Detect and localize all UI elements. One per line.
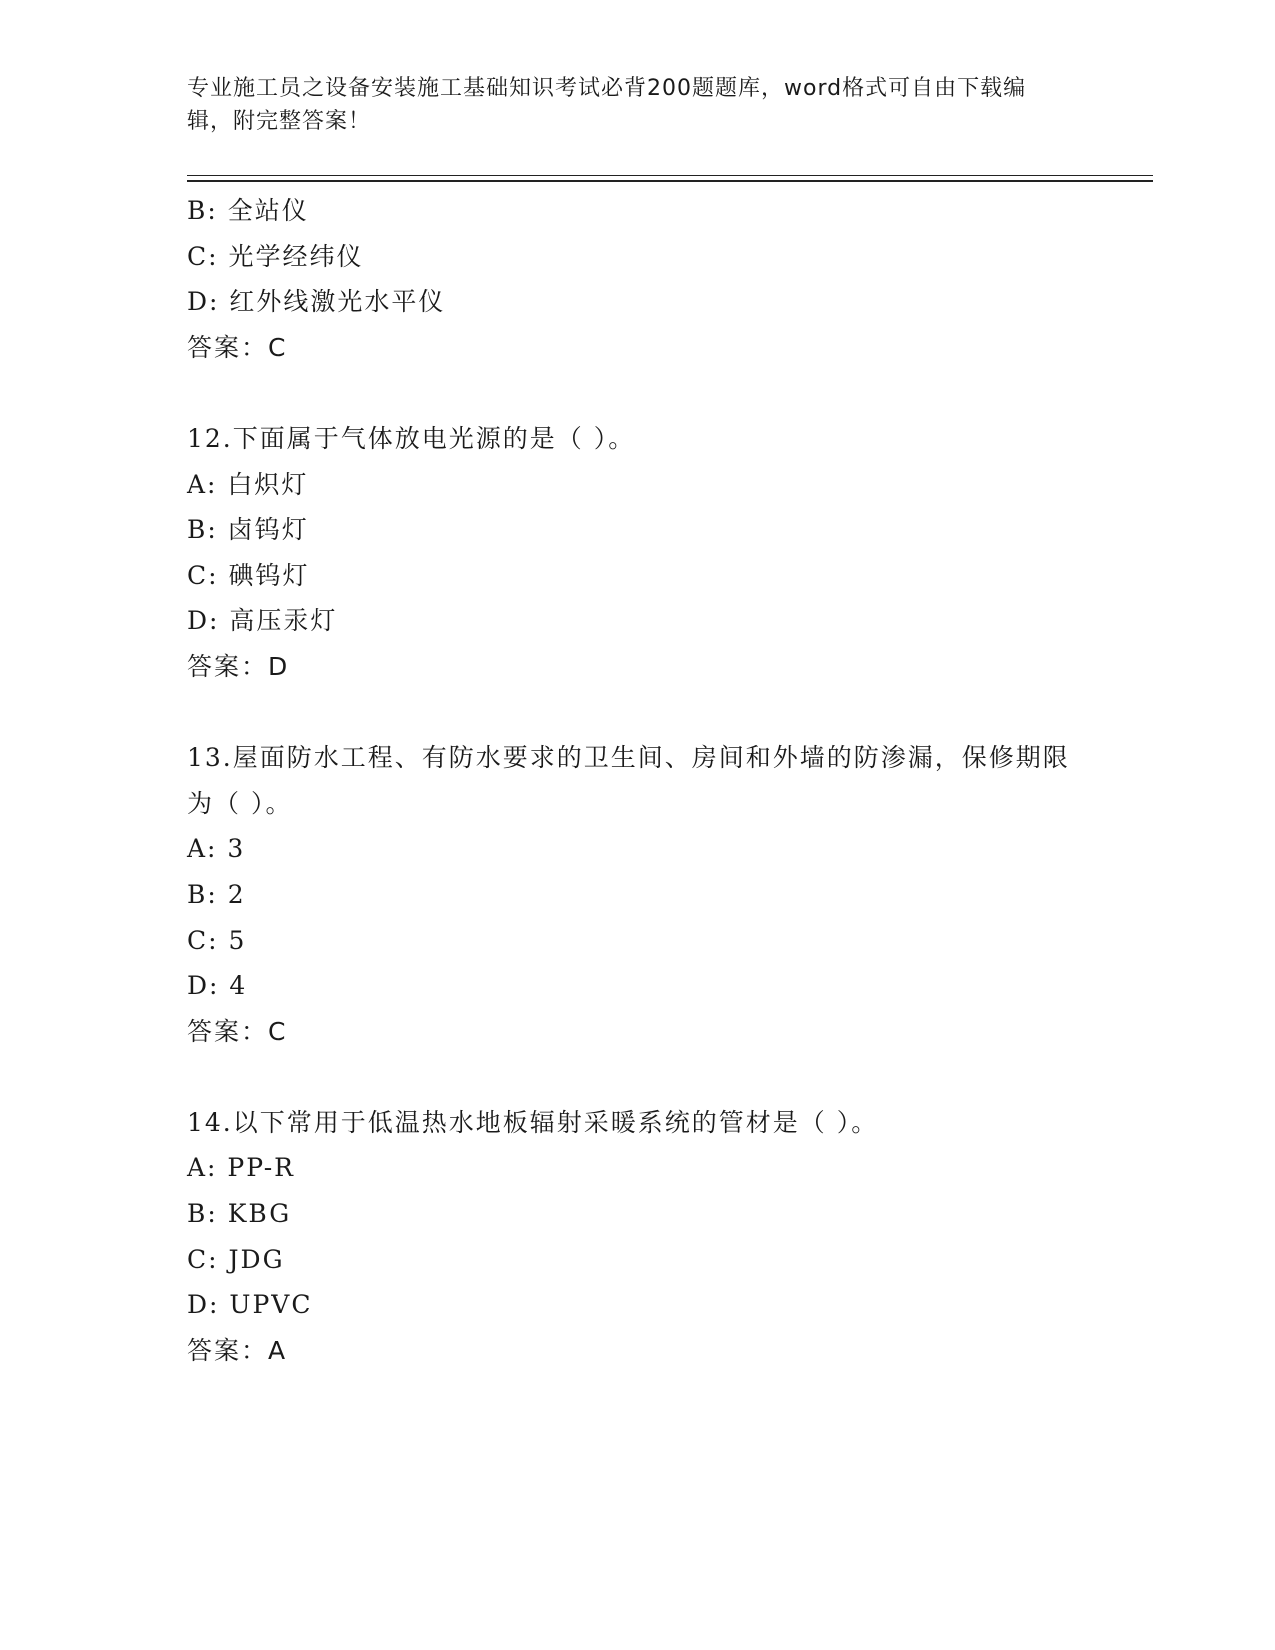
question-stem: 12.下面属于气体放电光源的是（ ）。	[187, 423, 636, 453]
option-c: C: 碘钨灯	[187, 560, 310, 590]
option-b: B: 2	[187, 879, 246, 909]
answer: 答案：D	[187, 651, 290, 681]
option-c: C: JDG	[187, 1244, 285, 1274]
option-c: C: 5	[187, 925, 247, 955]
document-header: 专业施工员之设备安装施工基础知识考试必背200题题库，word格式可自由下载编辑，附完整答案！	[187, 76, 1027, 134]
question-list	[187, 188, 1087, 1373]
answer: 答案：A	[187, 1335, 288, 1365]
option-d: D: 高压汞灯	[187, 606, 338, 636]
header-divider-thick	[187, 180, 1153, 182]
question-stem: 13.屋面防水工程、有防水要求的卫生间、房间和外墙的防渗漏，保修期限为（ ）。	[187, 743, 1070, 818]
option-b: B: KBG	[187, 1199, 292, 1229]
answer: 答案：C	[187, 332, 288, 362]
answer: 答案：C	[187, 1016, 288, 1046]
question-11-fragment	[187, 188, 1087, 370]
option-a: A: 白炽灯	[187, 469, 309, 499]
question-13	[187, 735, 1087, 1054]
option-d: D: UPVC	[187, 1290, 313, 1320]
option-d: D: 红外线激光水平仪	[187, 287, 446, 317]
option-b: B: 全站仪	[187, 196, 309, 225]
question-14	[187, 1100, 1087, 1374]
header-divider-thin	[187, 175, 1153, 176]
question-12	[187, 416, 1087, 690]
option-a: A: 3	[187, 834, 246, 864]
option-d: D: 4	[187, 971, 248, 1001]
option-c: C: 光学经纬仪	[187, 241, 364, 271]
option-a: A: PP-R	[187, 1153, 295, 1183]
option-b: B: 卤钨灯	[187, 515, 309, 545]
question-stem: 14.以下常用于低温热水地板辐射采暖系统的管材是（ ）。	[187, 1107, 879, 1137]
